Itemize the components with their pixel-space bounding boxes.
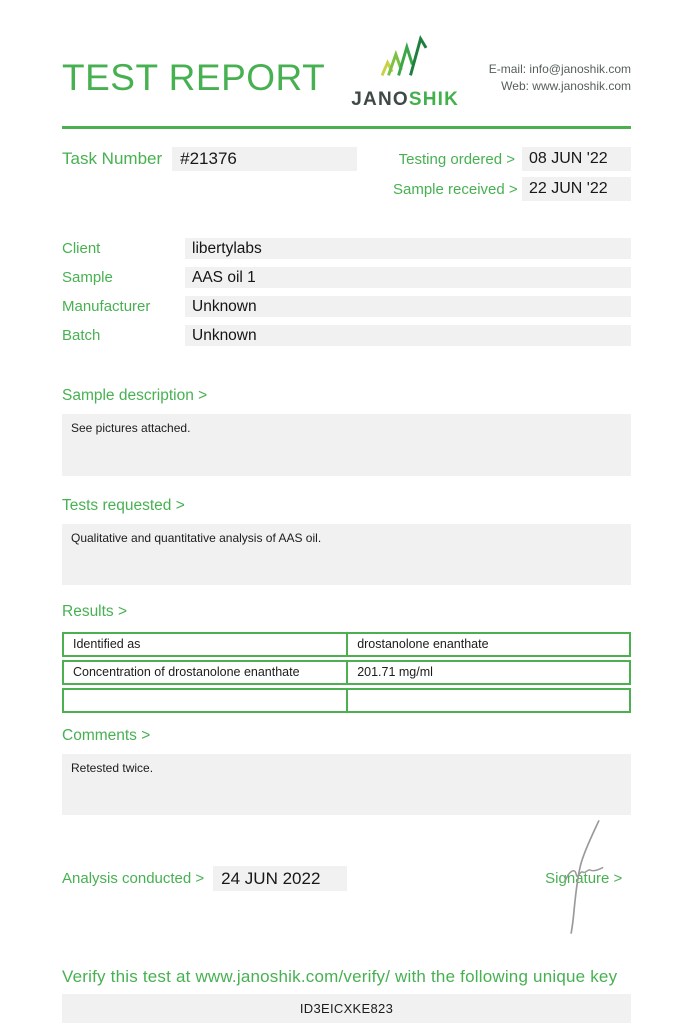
logo-shik-text: SHIK <box>408 89 460 110</box>
tests-requested-section <box>62 497 631 585</box>
signature-label: Signature > <box>545 870 623 887</box>
janoshik-logo <box>325 34 485 111</box>
tests-requested-title: Tests requested > <box>62 497 185 514</box>
tests-requested-body: Qualitative and quantitative analysis of AAS oil. <box>62 524 631 585</box>
logo-jano-text: JANO <box>351 89 409 110</box>
analysis-conducted-value: 24 JUN 2022 <box>213 866 347 891</box>
page-title: TEST REPORT <box>62 57 326 98</box>
analysis-conducted-row <box>62 866 631 891</box>
info-row-manufacturer <box>62 296 631 317</box>
testing-ordered-row <box>393 147 631 171</box>
results-title: Results > <box>62 603 128 620</box>
sample-received-row <box>393 177 631 201</box>
results-section <box>62 603 631 713</box>
testing-ordered-value: 08 JUN '22 <box>522 147 631 171</box>
task-number-value: #21376 <box>172 147 357 171</box>
result-value-cell: 201.71 mg/ml <box>357 665 433 679</box>
info-row-sample <box>62 267 631 288</box>
client-label: Client <box>62 240 101 257</box>
client-value: libertylabs <box>185 238 631 259</box>
email-line: E-mail: info@janoshik.com <box>488 62 631 76</box>
header-divider <box>62 126 631 129</box>
result-name-cell <box>64 690 348 711</box>
logo-chart-icon <box>372 69 438 86</box>
sample-description-body: See pictures attached. <box>62 414 631 476</box>
batch-label: Batch <box>62 327 101 344</box>
sample-received-value: 22 JUN '22 <box>522 177 631 201</box>
analysis-conducted-label: Analysis conducted > <box>62 870 205 887</box>
sample-label: Sample <box>62 269 113 286</box>
manufacturer-label: Manufacturer <box>62 298 151 315</box>
sample-description-section <box>62 387 631 476</box>
report-header <box>62 0 631 111</box>
sample-description-title: Sample description > <box>62 387 208 404</box>
contact-info <box>485 61 631 111</box>
sample-info-block <box>62 238 631 346</box>
table-row <box>62 660 631 685</box>
result-name-cell: Concentration of drostanolone enanthate <box>64 662 348 683</box>
comments-section <box>62 727 631 815</box>
info-row-client <box>62 238 631 259</box>
results-table <box>62 632 631 713</box>
testing-ordered-label: Testing ordered > <box>398 150 515 168</box>
comments-body: Retested twice. <box>62 754 631 815</box>
result-value-cell <box>348 690 629 711</box>
comments-title: Comments > <box>62 727 151 744</box>
logo-wordmark <box>325 89 485 111</box>
web-line: Web: www.janoshik.com <box>501 79 631 93</box>
batch-value: Unknown <box>185 325 631 346</box>
result-name-cell: Identified as <box>64 634 348 655</box>
sample-received-label: Sample received > <box>393 180 518 198</box>
task-number-label: Task Number <box>62 149 163 168</box>
info-row-batch <box>62 325 631 346</box>
task-section <box>62 147 631 201</box>
table-row <box>62 632 631 657</box>
unique-key-value: ID3EICXKE823 <box>62 994 631 1023</box>
table-row <box>62 688 631 713</box>
signature-image <box>552 818 614 941</box>
sample-value: AAS oil 1 <box>185 267 631 288</box>
verify-instruction: Verify this test at www.janoshik.com/verify/ with the following unique key <box>62 967 618 986</box>
result-value-cell: drostanolone enanthate <box>357 637 489 651</box>
manufacturer-value: Unknown <box>185 296 631 317</box>
